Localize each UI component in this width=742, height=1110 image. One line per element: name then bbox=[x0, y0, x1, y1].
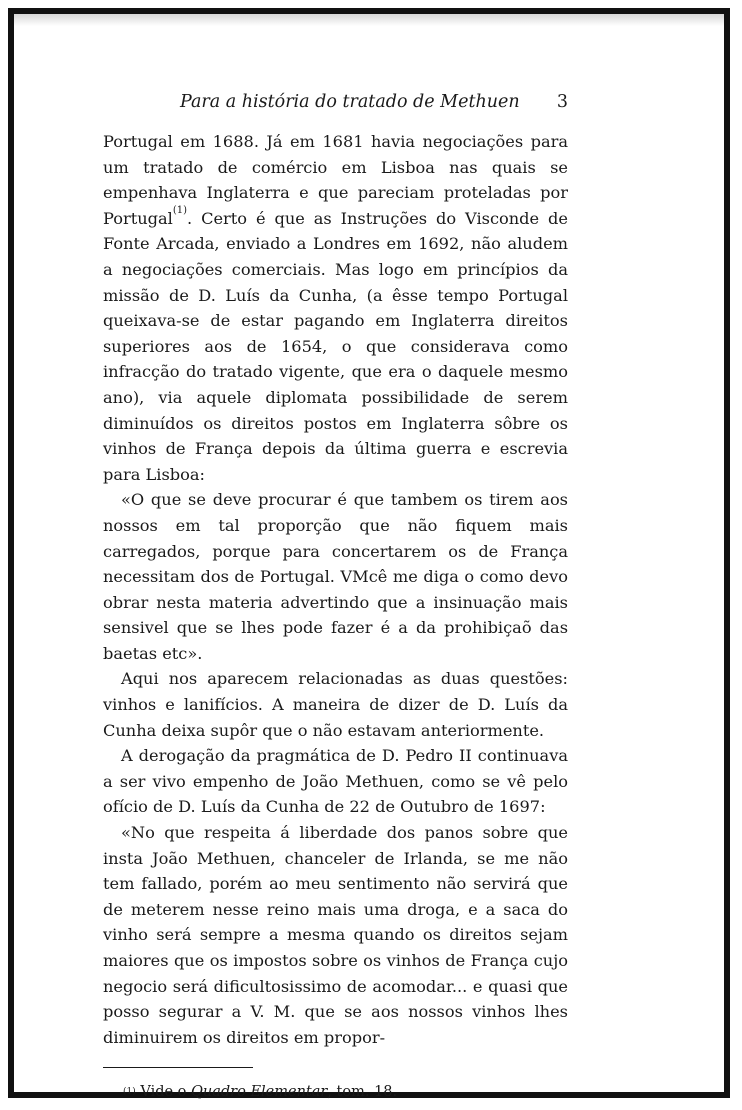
quotation-paragraph: «No que respeita á liberdade dos panos sobre que insta João Methuen, chanceler de Irlanda, se me não tem fallado, porém ao meu sentimento não servirá que de meterem nesse reino mais uma droga, e a saca do vinho será sempre a mesma quando os direitos sejam maiores que os impostos sobre os vinhos de França cujo negocio será dificultosissimo de acomodar... e quasi que posso segurar a V. M. que se aos nossos vinhos lhes diminuirem os direitos em propor- bbox=[103, 823, 568, 1047]
footnote-marker: (1) bbox=[123, 1087, 136, 1098]
footnote-prefix: Vide o bbox=[140, 1084, 187, 1101]
quotation-paragraph: «O que se deve procurar é que tambem os tirem aos nossos em tal proporção que não fiquem mais carregados, porque para concertarem os de França necessitam dos de Portugal. VMcê me diga o como devo obrar nesta materia advertindo que a insinuação mais sensivel que se lhes pode fazer é a da prohibiçaõ das baetas etc». bbox=[103, 490, 568, 663]
document-page bbox=[103, 92, 568, 1102]
running-header bbox=[103, 92, 568, 120]
footnote-divider bbox=[103, 1067, 253, 1068]
footnote-work-title: Quadro Elementar bbox=[191, 1084, 328, 1101]
body-text bbox=[103, 129, 568, 1050]
page-number: 3 bbox=[556, 92, 568, 112]
footnote-reference: (1) bbox=[172, 204, 188, 216]
footnote-suffix: , tom. 18. bbox=[327, 1084, 398, 1101]
paragraph: Aqui nos aparecem relacionadas as duas questões: vinhos e lanifícios. A maneira de dizer de D. Luís da Cunha deixa supôr que o não estavam anteriormente. bbox=[103, 669, 568, 740]
paragraph: A derogação da pragmática de D. Pedro II continuava a ser vivo empenho de João Methuen, como se vê pelo ofício de D. Luís da Cunha de 22 de Outubro de 1697: bbox=[103, 746, 568, 817]
footnote bbox=[123, 1082, 568, 1102]
paragraph: Portugal em 1688. Já em 1681 havia negociações para um tratado de comércio em Lisboa nas quais se empenhava Inglaterra e que pareciam proteladas por Portugal$^{(1)}$. Certo é que as Instruções do Visconde de Fonte Arcada, enviado a Londres em 1692, não aludem a negociações comerciais. Mas logo em princípios da missão de D. Luís da Cunha, (a êsse tempo Portugal queixava-se de estar pagando em Inglaterra direitos superiores aos de 1654, o que considerava como infracção do tratado vigente, que era o daquele mesmo ano), via aquele diplomata possibilidade de serem diminuídos os direitos postos em Inglaterra sôbre os vinhos de França depois da última guerra e escrevia para Lisboa: bbox=[103, 132, 568, 484]
running-title: Para a história do tratado de Methuen bbox=[180, 92, 520, 112]
